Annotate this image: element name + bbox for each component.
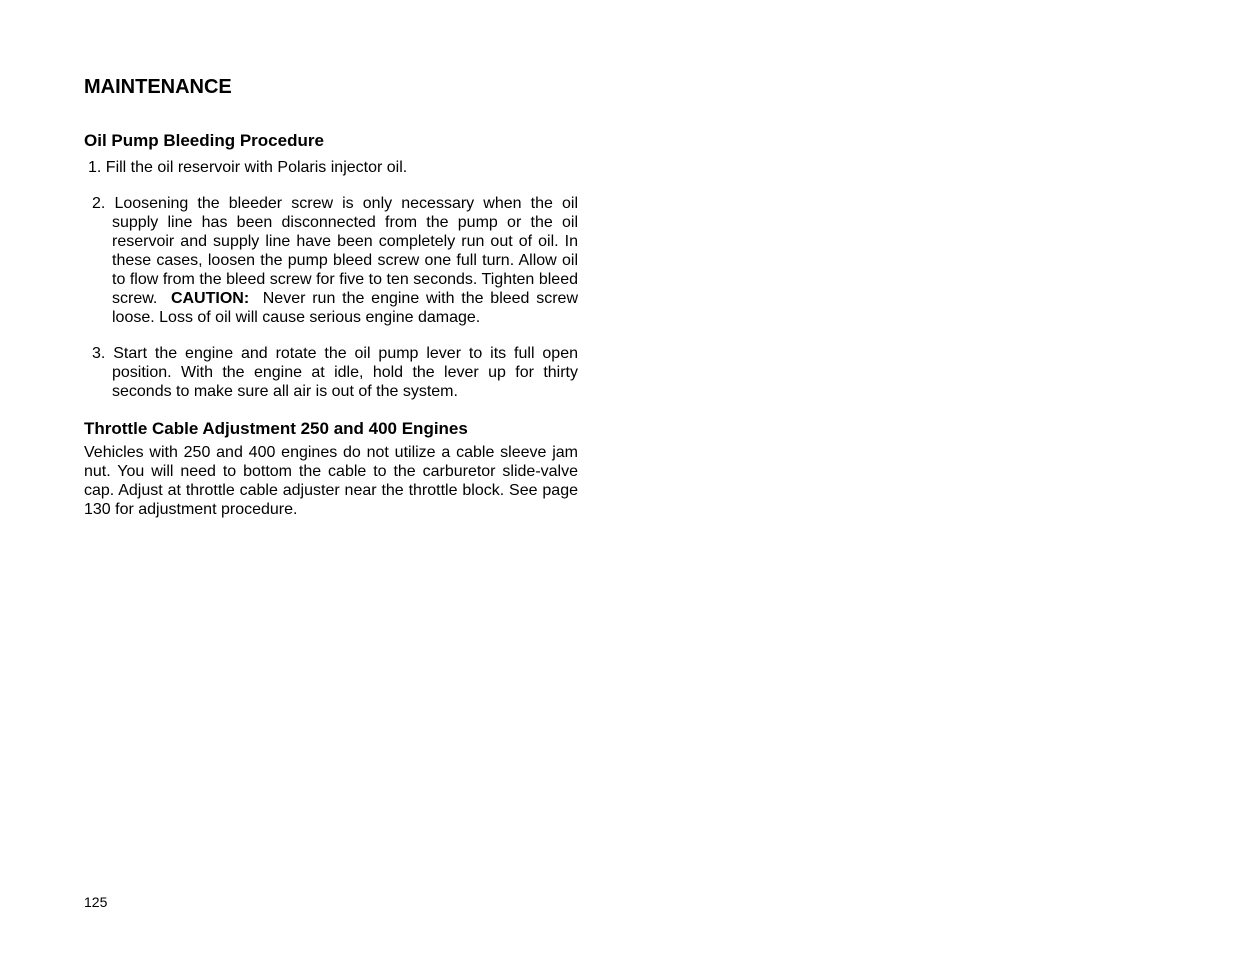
page-number: 125 [84, 894, 108, 910]
throttle-paragraph: Vehicles with 250 and 400 engines do not utilize a cable sleeve jam nut. You will need to bottom the cable to the carburetor slide-valve cap. Adjust at throttle cable adjuster near the throttle block. See page 130 for adjustment procedure. [84, 444, 578, 518]
oil-pump-heading: Oil Pump Bleeding Procedure [84, 131, 324, 150]
caution-label: CAUTION: [170, 290, 250, 307]
step-2-text: 2. Loosening the bleeder screw is only necessary when the oil supply line has been disconnected from the pump or the oil reservoir and supply line have been completely run out of oil. In these cases, loosen the pump bleed screw one full turn. Allow oil to flow from the bleed screw for five to ten seconds. Tighten bleed screw. [92, 195, 578, 307]
oil-pump-step-3: 3. Start the engine and rotate the oil pump lever to its full open position. With the engine at idle, hold the lever up for thirty seconds to make sure all air is out of the system. [92, 345, 578, 400]
throttle-heading: Throttle Cable Adjustment 250 and 400 Engines [84, 419, 468, 438]
oil-pump-step-1: 1. Fill the oil reservoir with Polaris injector oil. [88, 159, 408, 176]
manual-page [84, 74, 578, 519]
section-title: MAINTENANCE [84, 76, 232, 98]
caution-text: Never run the engine with the bleed screw loose. Loss of oil will cause serious engine damage. [112, 290, 579, 326]
oil-pump-step-2 [84, 194, 578, 327]
